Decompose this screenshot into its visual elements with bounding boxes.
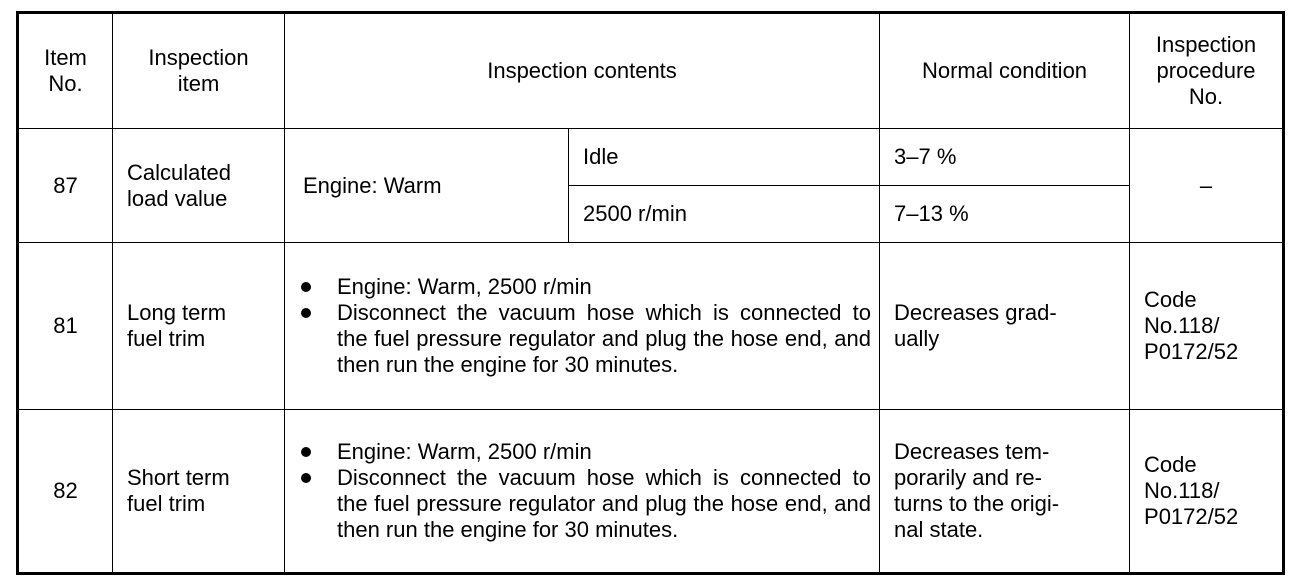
inspection-item-cell — [113, 410, 285, 574]
list-item — [301, 465, 871, 543]
procedure-cell — [1130, 410, 1284, 574]
table-row — [18, 410, 1284, 574]
state-cell: Idle — [569, 129, 880, 186]
header-item-no-line1: Item — [44, 45, 87, 70]
bullet-icon — [301, 439, 337, 457]
normal-condition-cell: 3–7 % — [880, 129, 1130, 186]
normal-line1: Decreases grad- — [894, 300, 1057, 325]
procedure-cell: – — [1130, 129, 1284, 243]
inspection-item-line1: Calculated — [127, 159, 231, 185]
inspection-item-line1: Short term — [127, 465, 230, 490]
bullet-icon — [301, 300, 337, 318]
header-item-no — [18, 13, 113, 129]
table-row — [18, 243, 1284, 410]
procedure-cell — [1130, 243, 1284, 410]
bullet-text: Engine: Warm, 2500 r/min — [337, 439, 592, 464]
list-item — [301, 439, 871, 465]
normal-line1: Decreases tem- — [894, 439, 1050, 464]
inspection-item-line1: Long term — [127, 300, 227, 325]
procedure-line1: Code — [1144, 287, 1197, 312]
list-item — [301, 300, 871, 378]
bullet-icon — [301, 465, 337, 483]
inspection-table — [16, 11, 1285, 575]
normal-line2: porarily and re- — [894, 465, 1042, 490]
normal-line4: nal state. — [894, 517, 984, 542]
header-procedure — [1130, 13, 1284, 129]
table-row — [18, 129, 1284, 186]
header-row — [18, 13, 1284, 129]
bullet-text: Disconnect the vacuum hose which is connected to the fuel pressure regulator and plug the hose end, and then run the engine for 30 minutes. — [337, 300, 872, 377]
list-item — [301, 274, 871, 300]
normal-condition-cell — [880, 410, 1130, 574]
header-procedure-line1: Inspection — [1155, 32, 1257, 57]
header-inspection-item — [113, 13, 285, 129]
header-inspection-contents: Inspection contents — [285, 13, 880, 129]
inspection-contents-cell — [285, 410, 880, 574]
normal-line2: ually — [894, 326, 940, 351]
header-inspection-item-line1: Inspection — [148, 45, 249, 70]
inspection-item-cell — [113, 129, 285, 243]
inspection-contents-cell — [285, 243, 880, 410]
header-procedure-line2: procedure — [1156, 58, 1256, 83]
procedure-line3: P0172/52 — [1144, 504, 1239, 529]
procedure-line2: No.118/ — [1144, 478, 1220, 503]
inspection-item-line2: load value — [127, 185, 228, 211]
item-no-cell: 82 — [18, 410, 113, 574]
procedure-line3: P0172/52 — [1144, 339, 1239, 364]
condition-label-cell: Engine: Warm — [285, 129, 569, 243]
state-cell: 2500 r/min — [569, 186, 880, 243]
header-normal-condition: Normal condition — [880, 13, 1130, 129]
bullet-text: Disconnect the vacuum hose which is connected to the fuel pressure regulator and plug the hose end, and then run the engine for 30 minutes. — [337, 465, 872, 542]
item-no-cell: 81 — [18, 243, 113, 410]
bullet-list — [285, 439, 879, 543]
normal-condition-cell — [880, 243, 1130, 410]
header-inspection-item-line2: item — [177, 71, 220, 96]
inspection-item-cell — [113, 243, 285, 410]
procedure-line2: No.118/ — [1144, 313, 1220, 338]
bullet-text: Engine: Warm, 2500 r/min — [337, 274, 592, 299]
header-item-no-line2: No. — [48, 71, 83, 96]
bullet-list — [285, 274, 879, 378]
normal-line3: turns to the origi- — [894, 491, 1060, 516]
bullet-icon — [301, 274, 337, 292]
procedure-line1: Code — [1144, 452, 1197, 477]
item-no-cell: 87 — [18, 129, 113, 243]
inspection-item-line2: fuel trim — [127, 326, 206, 351]
inspection-item-line2: fuel trim — [127, 491, 206, 516]
header-procedure-line3: No. — [1188, 84, 1224, 109]
normal-condition-cell: 7–13 % — [880, 186, 1130, 243]
